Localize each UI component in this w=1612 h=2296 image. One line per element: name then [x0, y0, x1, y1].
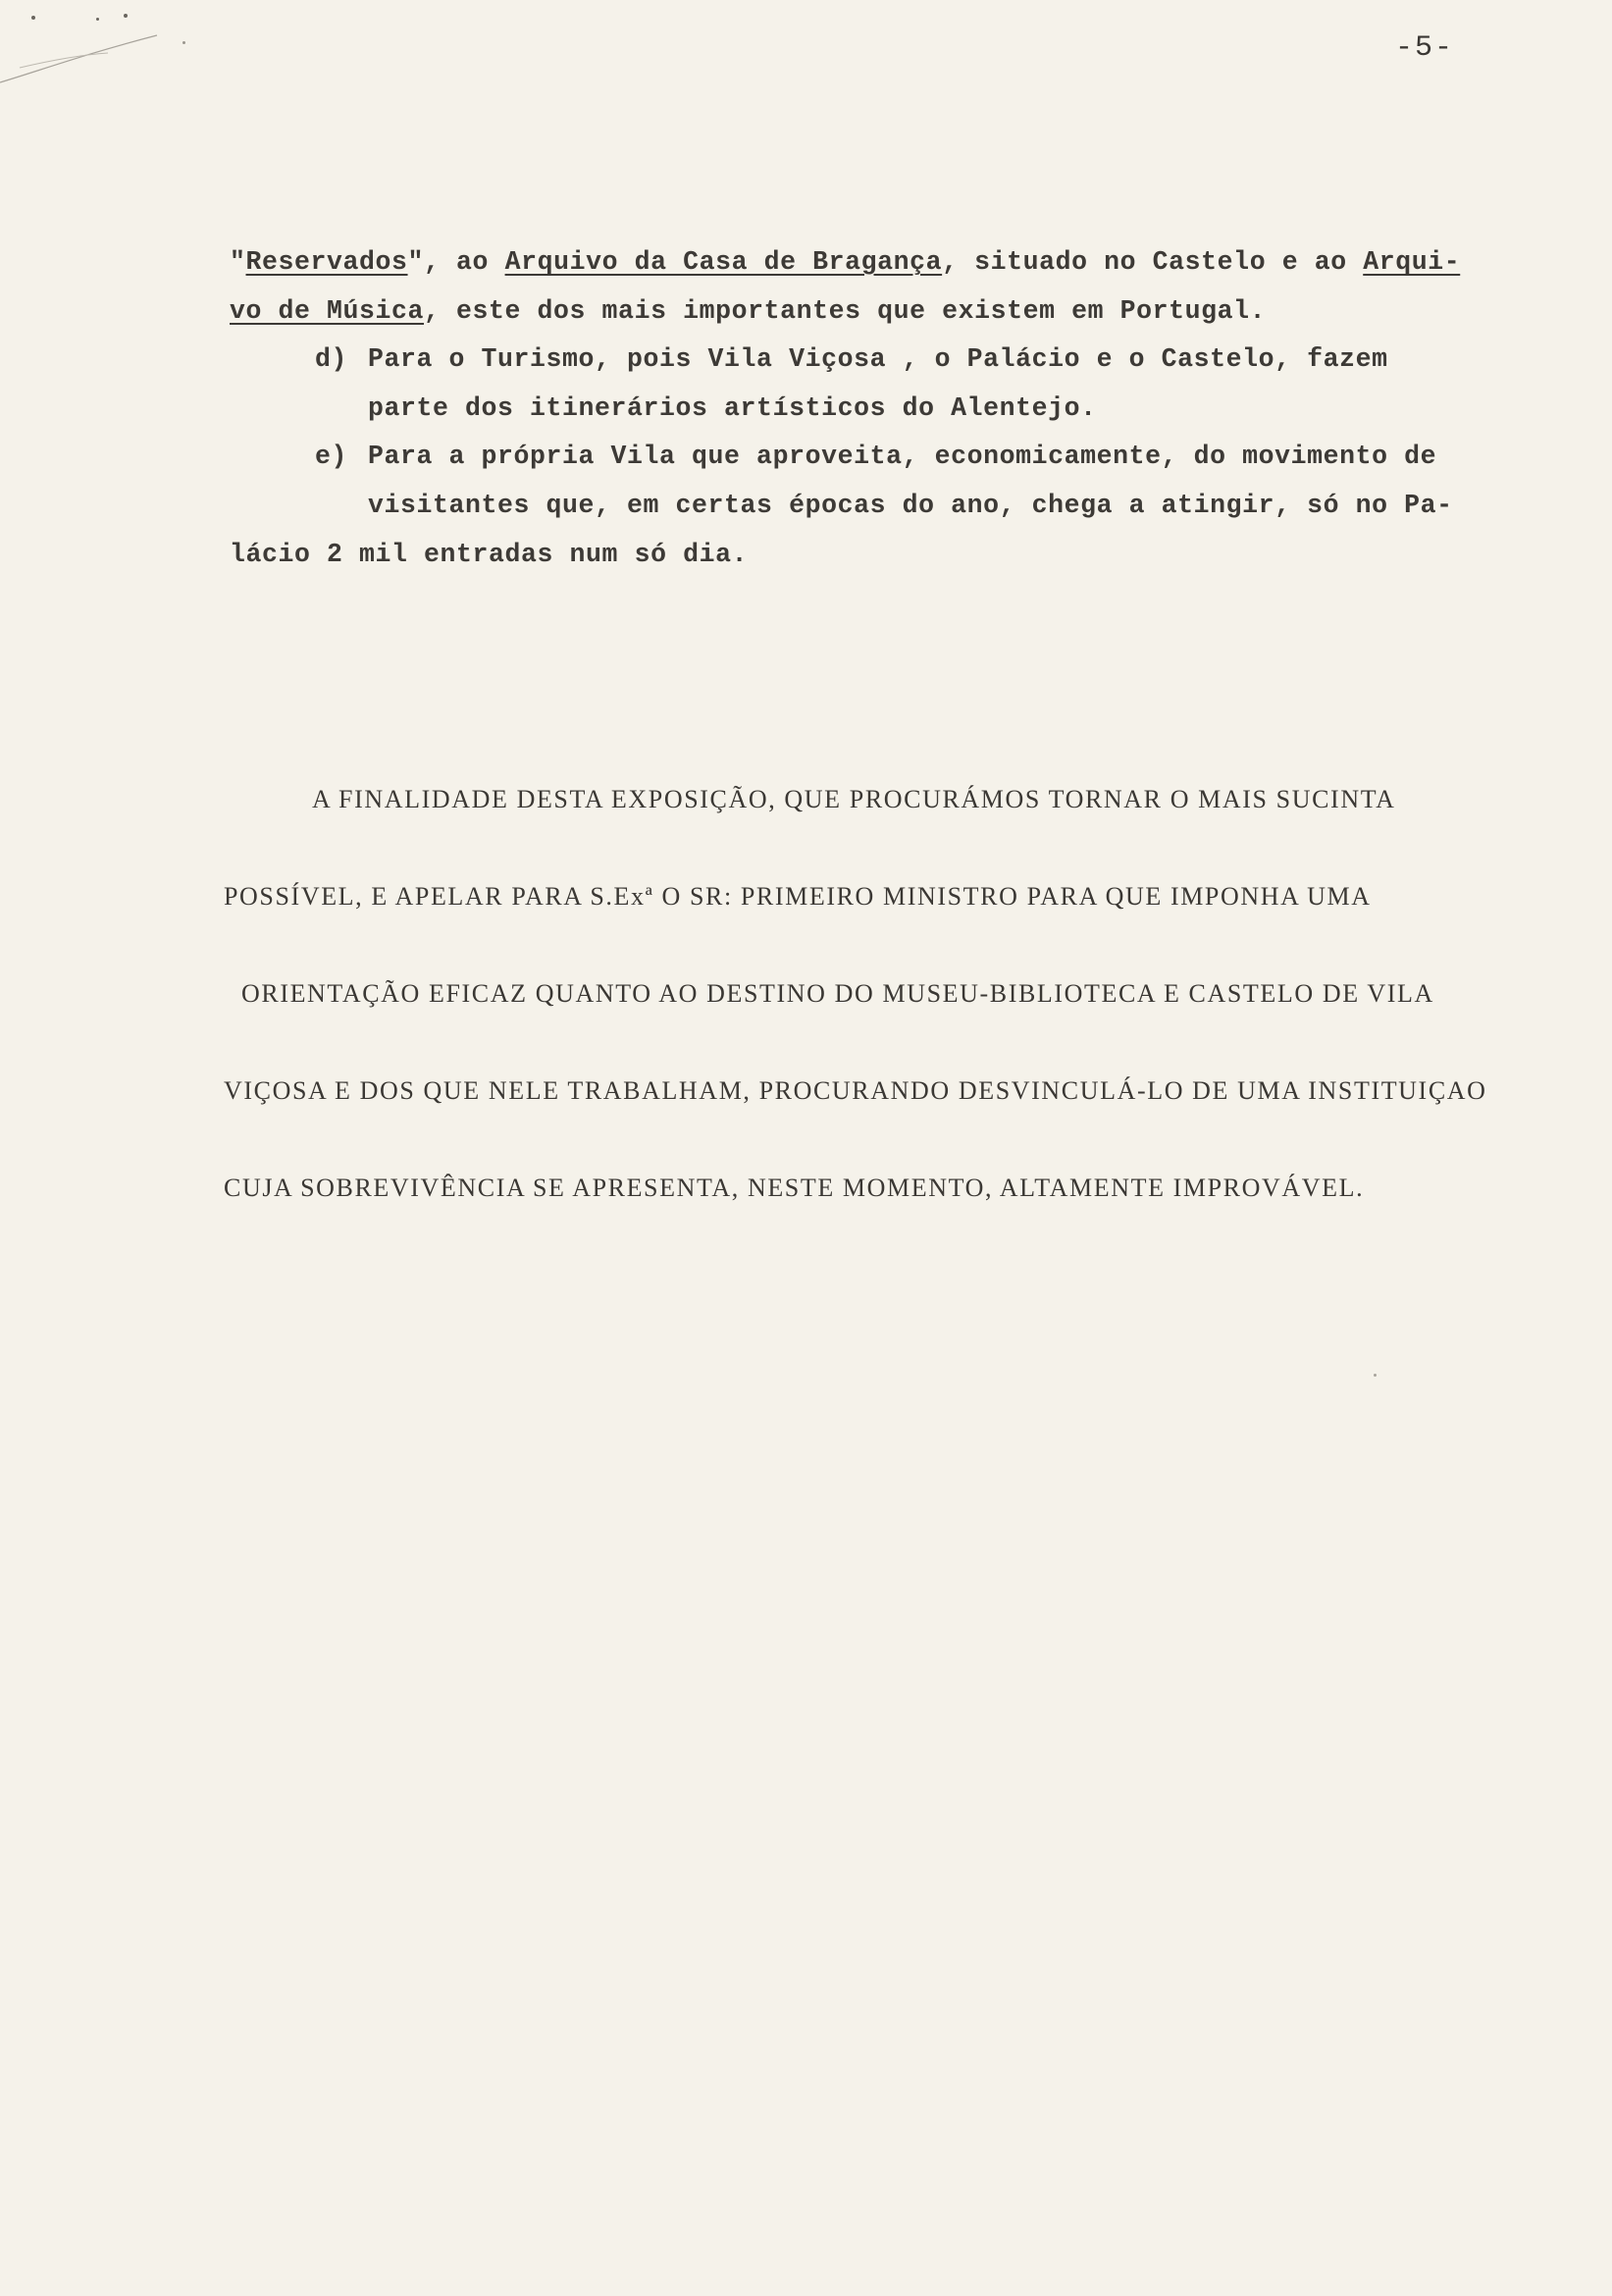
item-e-line3: lácio 2 mil entradas num só dia. [230, 540, 749, 569]
text-segment: ", ao [407, 247, 505, 277]
item-e-line2: visitantes que, em certas épocas do ano, chega a atingir, só no Pa- [368, 491, 1453, 520]
item-e-line1: Para a própria Vila que aproveita, economicamente, do movimento de [368, 442, 1437, 471]
paper-speck [182, 41, 185, 44]
paragraph1-line2 [230, 296, 1266, 326]
page-number: -5- [1395, 31, 1455, 65]
item-d-marker: d) [315, 344, 348, 374]
paper-speck [124, 14, 128, 18]
quote-open: " [230, 247, 246, 277]
paper-speck [96, 18, 99, 21]
paper-crease-mark [0, 14, 196, 102]
item-e-marker: e) [315, 442, 348, 471]
underlined-arquivo-casa-braganca: Arquivo da Casa de Bragança [504, 247, 943, 277]
paper-speck [31, 16, 35, 20]
text-segment: , este dos mais importantes que existem em Portugal. [424, 296, 1267, 326]
underlined-arquivo-musica: vo de Música [230, 296, 425, 326]
underlined-reservados: Reservados [245, 247, 408, 277]
paper-speck [1374, 1374, 1377, 1377]
item-d-line1: Para o Turismo, pois Vila Viçosa , o Palácio e o Castelo, fazem [368, 344, 1388, 374]
underlined-arqui: Arqui- [1363, 247, 1461, 277]
paragraph2-line3: ORIENTAÇÃO EFICAZ QUANTO AO DESTINO DO MUSEU-BIBLIOTECA E CASTELO DE VILA [241, 979, 1434, 1008]
paragraph2-line4: VIÇOSA E DOS QUE NELE TRABALHAM, PROCURANDO DESVINCULÁ-LO DE UMA INSTITUIÇAO [224, 1076, 1487, 1105]
paragraph2-line5: CUJA SOBREVIVÊNCIA SE APRESENTA, NESTE MOMENTO, ALTAMENTE IMPROVÁVEL. [224, 1174, 1365, 1202]
paragraph1-line1 [230, 247, 1460, 277]
paragraph2-line2: POSSÍVEL, E APELAR PARA S.Exª O SR: PRIMEIRO MINISTRO PARA QUE IMPONHA UMA [224, 882, 1372, 911]
paragraph2-line1: A FINALIDADE DESTA EXPOSIÇÃO, QUE PROCURÁMOS TORNAR O MAIS SUCINTA [312, 785, 1396, 813]
item-d-line2: parte dos itinerários artísticos do Alentejo. [368, 393, 1097, 423]
text-segment: , situado no Castelo e ao [942, 247, 1364, 277]
